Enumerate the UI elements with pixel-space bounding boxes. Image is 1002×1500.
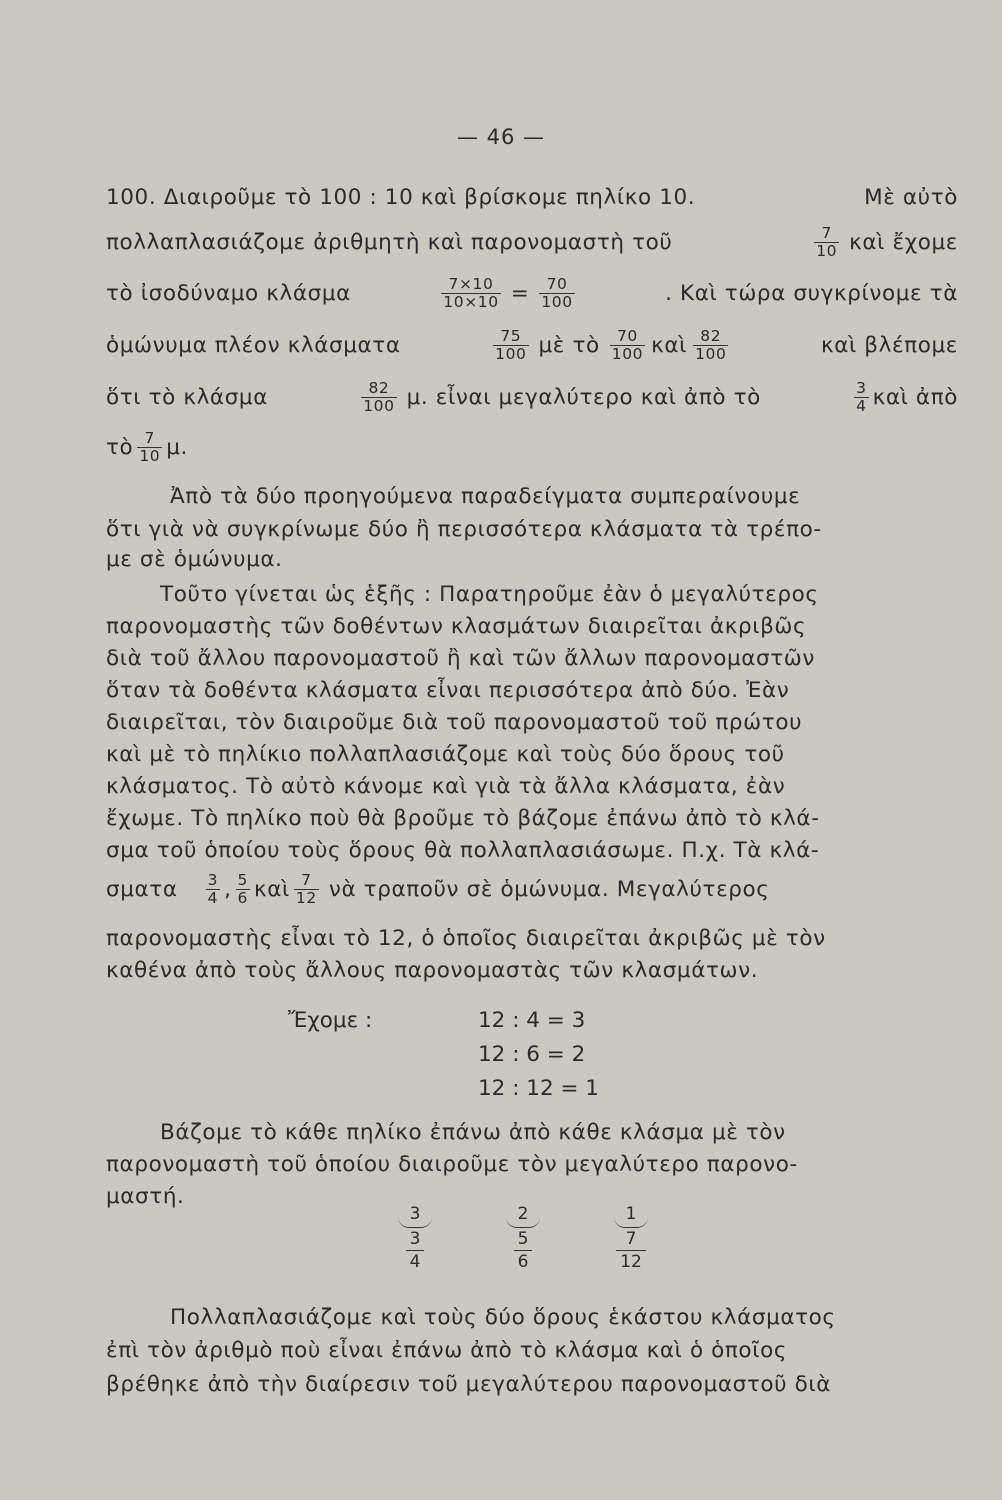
quotient: 2 bbox=[517, 1204, 529, 1224]
text-segment: σματα bbox=[106, 877, 178, 902]
text-line: παρονομαστὴ τοῦ ὁποίου διαιροῦμε τὸν μεγαλύτερο παρονο- bbox=[106, 1152, 798, 1177]
text-line bbox=[106, 430, 958, 465]
numerator: 3 bbox=[409, 1229, 421, 1249]
fraction: $\frac{75}{100}$ bbox=[495, 327, 527, 363]
text-segment: . Καὶ τώρα συγκρίνομε τὰ bbox=[665, 281, 958, 306]
text-line: παρονομαστὴς εἶναι τὸ 12, ὁ ὁποῖος διαιρεῖται ἀκριβῶς μὲ τὸν bbox=[106, 926, 826, 951]
text-segment: τὸ bbox=[106, 435, 134, 460]
text-line: ἔχωμε. Τὸ πηλίκο ποὺ θὰ βροῦμε τὸ βάζομε ἐπάνω ἀπὸ τὸ κλά- bbox=[106, 806, 820, 831]
text-line bbox=[106, 276, 958, 311]
fraction: $\frac{82}{100}$ bbox=[695, 327, 727, 363]
text-segment: μ. εἶναι μεγαλύτερο καὶ ἀπὸ τὸ bbox=[406, 385, 761, 410]
fraction: $\frac{7}{12}$ bbox=[295, 871, 317, 907]
text-segment: καὶ bbox=[253, 877, 290, 902]
text-line: κλάσματος. Τὸ αὐτὸ κάνομε καὶ γιὰ τὰ ἄλλα κλάσματα, ἐὰν bbox=[106, 774, 786, 799]
quotient: 3 bbox=[409, 1204, 421, 1224]
text-line: παρονομαστὴς τῶν δοθέντων κλασμάτων διαιρεῖται ἀκριβῶς bbox=[106, 614, 807, 639]
text-line: βρέθηκε ἀπὸ τὴν διαίρεσιν τοῦ μεγαλύτερου παρονομαστοῦ διὰ bbox=[106, 1372, 832, 1397]
text-segment: Μὲ αὐτὸ bbox=[864, 185, 958, 210]
text-line bbox=[106, 225, 958, 260]
fraction: $\frac{7}{10}$ bbox=[139, 429, 161, 465]
division-table bbox=[288, 1003, 599, 1105]
text-segment: ὅτι τὸ κλάσμα bbox=[106, 385, 268, 410]
text-segment: 100. Διαιροῦμε τὸ 100 : 10 καὶ βρίσκομε πηλίκο 10. bbox=[106, 185, 696, 210]
text-line: διαιρεῖται, τὸν διαιροῦμε διὰ τοῦ παρονομαστοῦ τοῦ πρώτου bbox=[106, 710, 803, 735]
division-row bbox=[288, 1071, 599, 1105]
fraction: $\frac{70}{100}$ bbox=[611, 327, 644, 363]
stacked-fraction bbox=[614, 1203, 648, 1273]
text-segment: καὶ βλέπομε bbox=[820, 333, 958, 358]
division-row bbox=[288, 1037, 599, 1071]
text-line: Τοῦτο γίνεται ὡς ἑξῆς : Παρατηροῦμε ἐὰν ὁ μεγαλύτερος bbox=[160, 582, 819, 607]
text-line bbox=[106, 185, 958, 210]
text-line: Βάζομε τὸ κάθε πηλίκο ἐπάνω ἀπὸ κάθε κλάσμα μὲ τὸν bbox=[160, 1120, 786, 1145]
text-line bbox=[106, 872, 958, 907]
stacked-fraction bbox=[506, 1203, 540, 1273]
text-segment: τὸ ἰσοδύναμο κλάσμα bbox=[106, 281, 351, 306]
fraction: $\frac{7\times 10}{10\times 10}$ bbox=[443, 275, 499, 311]
fraction: $\frac{82}{100}$ bbox=[363, 379, 395, 415]
page-number: — 46 — bbox=[456, 125, 546, 149]
text-segment: καὶ ἀπὸ bbox=[872, 385, 958, 410]
text-line: καὶ μὲ τὸ πηλίκιο πολλαπλασιάζομε καὶ τοὺς δύο ὅρους τοῦ bbox=[106, 742, 785, 767]
text-line: ὅταν τὰ δοθέντα κλάσματα εἶναι περισσότερα ἀπὸ δύο. Ἐὰν bbox=[106, 678, 790, 703]
text-line: ἐπὶ τὸν ἀριθμὸ ποὺ εἶναι ἐπάνω ἀπὸ τὸ κλάσμα καὶ ὁ ὁποῖος bbox=[106, 1338, 788, 1363]
division-expression: 12 : 12 = 1 bbox=[478, 1075, 599, 1101]
fraction: $\frac{3}{4}$ bbox=[207, 871, 219, 907]
text-segment: πολλαπλασιάζομε ἀριθμητὴ καὶ παρονομαστὴ τοῦ bbox=[106, 230, 673, 255]
division-label: Ἔχομε : bbox=[288, 1007, 373, 1033]
quotient: 1 bbox=[625, 1204, 637, 1224]
denominator: 6 bbox=[514, 1250, 533, 1273]
division-expression: 12 : 4 = 3 bbox=[478, 1007, 586, 1033]
text-line bbox=[106, 380, 958, 415]
text-line: καθένα ἀπὸ τοὺς ἄλλους παρονομαστὰς τῶν κλασμάτων. bbox=[106, 958, 759, 983]
division-expression: 12 : 6 = 2 bbox=[478, 1041, 586, 1067]
fraction: $\frac{5}{6}$ bbox=[237, 871, 248, 907]
text-line: Ἀπὸ τὰ δύο προηγούμενα παραδείγματα συμπεραίνουμε bbox=[170, 484, 801, 509]
text-segment: νὰ τραποῦν σὲ ὁμώνυμα. Μεγαλύτερος bbox=[328, 877, 770, 902]
fraction: $\frac{7}{10}$ bbox=[816, 224, 838, 260]
text-line: με σὲ ὁμώνυμα. bbox=[106, 547, 283, 572]
text-line: Πολλαπλασιάζομε καὶ τοὺς δύο ὅρους ἑκάστου κλάσματος bbox=[170, 1305, 836, 1330]
numerator: 7 bbox=[625, 1229, 637, 1249]
fraction: $\frac{3}{4}$ bbox=[856, 379, 867, 415]
denominator: 12 bbox=[616, 1250, 646, 1273]
denominator: 4 bbox=[406, 1250, 425, 1273]
text-line: ὅτι γιὰ νὰ συγκρίνωμε δύο ἢ περισσότερα κλάσματα τὰ τρέπο- bbox=[106, 517, 822, 542]
text-segment: καὶ ἔχομε bbox=[849, 230, 958, 255]
text-segment: μ. bbox=[166, 435, 188, 460]
text-line bbox=[106, 328, 958, 363]
text-line: διὰ τοῦ ἄλλου παρονομαστοῦ ἢ καὶ τῶν ἄλλων παρονομαστῶν bbox=[106, 646, 815, 671]
text-line: μαστή. bbox=[106, 1184, 185, 1209]
fraction: $\frac{70}{100}$ bbox=[541, 275, 573, 311]
text-segment: καὶ bbox=[651, 333, 688, 358]
stacked-fraction bbox=[398, 1203, 432, 1273]
numerator: 5 bbox=[517, 1229, 529, 1249]
division-row bbox=[288, 1003, 599, 1037]
text-segment: , bbox=[224, 877, 232, 902]
text-line: σμα τοῦ ὁποίου τοὺς ὅρους θὰ πολλαπλασιάσωμε. Π.χ. Τὰ κλά- bbox=[106, 838, 820, 863]
equals-sign: = bbox=[510, 281, 530, 306]
text-segment: ὁμώνυμα πλέον κλάσματα bbox=[106, 333, 401, 358]
text-segment: μὲ τὸ bbox=[538, 333, 600, 358]
